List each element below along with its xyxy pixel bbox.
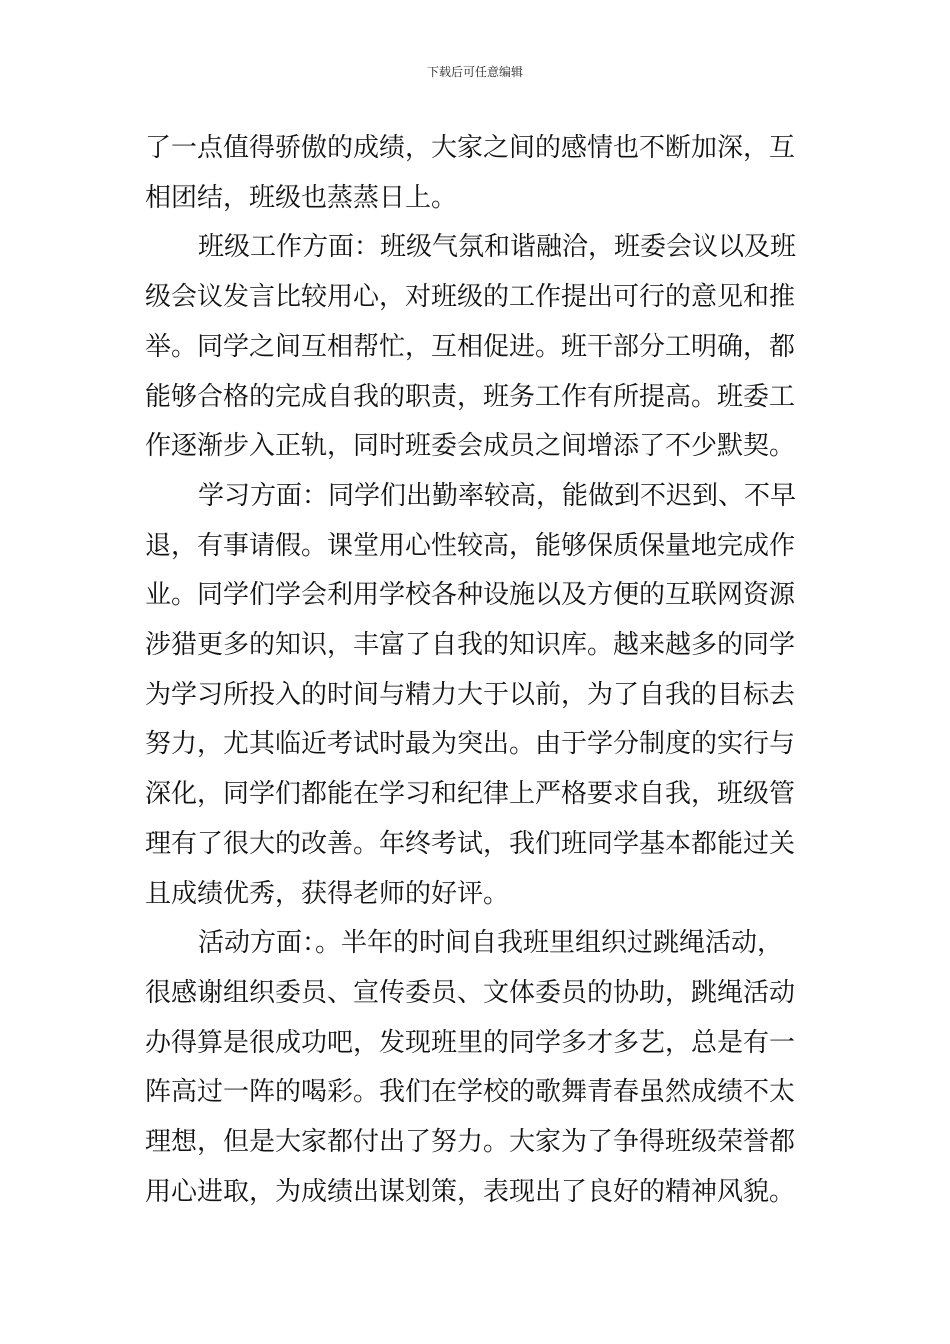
- paragraph-class-work: [145, 223, 807, 472]
- text-line: 活动方面：。半年的时间自我班里组织过跳绳活动，: [198, 928, 784, 959]
- text-line: 为学习所投入的时间与精力大于以前，为了自我的目标去: [145, 679, 796, 710]
- text-line: 了一点值得骄傲的成绩，大家之间的感情也不断加深，互: [145, 133, 796, 163]
- paragraph-study: [145, 472, 807, 919]
- text-line: 很感谢组织委员、宣传委员、文体委员的协助，跳绳活动: [145, 977, 796, 1008]
- text-line: 退，有事请假。课堂用心性较高，能够保质保量地完成作: [145, 530, 796, 561]
- text-line: 学习方面：同学们出勤率较高，能做到不迟到、不早: [198, 480, 797, 511]
- text-line: 能够合格的完成自我的职责，班务工作有所提高。班委工: [145, 381, 796, 412]
- text-line: 阵高过一阵的喝彩。我们在学校的歌舞青春虽然成绩不太: [145, 1077, 796, 1108]
- text-line: 理想，但是大家都付出了努力。大家为了争得班级荣誉都: [145, 1127, 796, 1158]
- page-header: 下载后可任意编辑: [426, 65, 523, 79]
- text-line: 级会议发言比较用心，对班级的工作提出可行的意见和推: [145, 282, 796, 313]
- text-line: 且成绩优秀，获得老师的好评。: [145, 878, 510, 909]
- text-line: 用心进取，为成绩出谋划策，表现出了良好的精神风貌。: [145, 1176, 796, 1207]
- paragraph-intro: [145, 124, 807, 223]
- paragraph-activities: [145, 919, 807, 1217]
- text-line: 班级工作方面：班级气氛和谐融洽，班委会议以及班: [198, 232, 797, 263]
- document-body: [145, 124, 807, 1217]
- text-line: 作逐渐步入正轨，同时班委会成员之间增添了不少默契。: [145, 431, 796, 462]
- text-line: 努力，尤其临近考试时最为突出。由于学分制度的实行与: [145, 729, 796, 760]
- text-line: 理有了很大的改善。年终考试，我们班同学基本都能过关: [145, 828, 796, 859]
- text-line: 办得算是很成功吧，发现班里的同学多才多艺，总是有一: [145, 1027, 796, 1058]
- text-line: 深化，同学们都能在学习和纪律上严格要求自我，班级管: [145, 779, 796, 810]
- text-line: 举。同学之间互相帮忙，互相促进。班干部分工明确，都: [145, 331, 796, 362]
- text-line: 涉猎更多的知识，丰富了自我的知识库。越来越多的同学: [145, 630, 796, 661]
- text-line: 相团结，班级也蒸蒸日上。: [145, 182, 458, 213]
- text-line: 业。同学们学会利用学校各种设施以及方便的互联网资源: [145, 580, 796, 611]
